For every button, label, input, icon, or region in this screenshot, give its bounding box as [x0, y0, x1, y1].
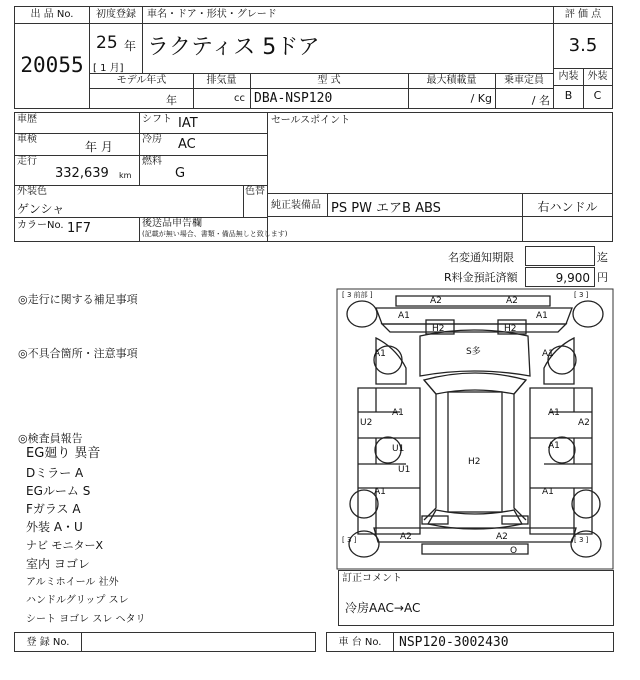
damage-mark: A2	[430, 296, 442, 306]
type-value: DBA-NSP120	[254, 91, 333, 106]
mileage-value: 332,639	[55, 166, 109, 181]
recycle-value: 9,900	[555, 271, 590, 285]
model-year-unit: 年	[166, 94, 177, 107]
damage-mark: A1	[374, 349, 386, 359]
history-label: 車歴	[17, 114, 37, 125]
deadline-unit: 迄	[597, 251, 608, 264]
equipment-label: 純正装備品	[271, 200, 321, 211]
diagram-tag: [ 3 ]	[574, 536, 589, 544]
displacement-unit: cc	[234, 93, 245, 104]
inspection-value: 年 月	[85, 140, 113, 154]
color-no-value: 1F7	[67, 221, 92, 236]
chassis-value: NSP120-3002430	[399, 635, 509, 650]
reg-year: 25	[96, 33, 118, 53]
registration-label: 登 録 No.	[26, 637, 70, 648]
grade-label: 評 価 点	[564, 9, 602, 20]
damage-mark: H2	[504, 324, 517, 334]
damage-mark: H2	[468, 457, 481, 467]
correction-label: 訂正コメント	[342, 573, 402, 584]
damage-mark: A1	[542, 349, 554, 359]
damage-mark: A1	[392, 408, 404, 418]
spec-row	[89, 73, 554, 109]
report-line: Dミラー A	[26, 466, 84, 480]
deadline-box	[525, 246, 595, 266]
report-line: 室内 ヨゴレ	[26, 557, 90, 571]
details-block	[14, 112, 288, 242]
max-load-value: / Kg	[470, 92, 492, 105]
deadline-label: 名変通知期限	[448, 251, 514, 264]
correction-value: 冷房AAC→AC	[345, 601, 421, 615]
damage-mark: U1	[398, 465, 411, 475]
damage-mark: A1	[398, 311, 410, 321]
interior-grade: B	[564, 89, 573, 102]
recycle-box	[525, 267, 595, 287]
lot-cell	[14, 6, 90, 109]
registration-cell	[89, 6, 143, 74]
handle-value: 右ハンドル	[537, 200, 598, 214]
damage-mark: A2	[578, 418, 590, 428]
damage-mark: A1	[548, 441, 560, 451]
fuel-label: 燃料	[142, 156, 162, 167]
sales-point-cell	[267, 112, 613, 194]
car-name: ラクティス 5ドア	[147, 35, 320, 60]
sales-point-label: セールスポイント	[271, 115, 351, 126]
car-name-label: 車名・ドア・形状・グレード	[147, 9, 277, 20]
damage-mark: U1	[392, 444, 405, 454]
report-line: EG廻り 異音	[26, 446, 101, 461]
damage-mark: H2	[432, 324, 445, 334]
recycle-unit: 円	[597, 271, 608, 284]
max-load-label: 最大積載量	[426, 75, 477, 86]
mileage-label: 走行	[17, 156, 37, 167]
report-line: アルミホイール 社外	[26, 577, 119, 588]
exterior-grade: C	[593, 89, 602, 102]
damage-mark: A1	[536, 311, 548, 321]
equipment-value: PS PW エアB ABS	[331, 201, 441, 216]
type-label: 型 式	[317, 75, 341, 86]
report-line: ナビ モニターX	[26, 539, 104, 552]
defects-label: ◎不具合箇所・注意事項	[18, 347, 138, 360]
displacement-label: 排気量	[206, 75, 237, 86]
driving-notes-label: ◎走行に関する補足事項	[18, 293, 138, 306]
model-year-label: モデル年式	[116, 75, 167, 86]
color-change-label: 色替	[245, 186, 265, 197]
damage-mark: U2	[360, 418, 373, 428]
report-line: 外装 A・U	[26, 520, 83, 534]
exterior-label: 外装	[587, 71, 608, 82]
reg-label: 初度登録	[96, 9, 136, 20]
overall-grade: 3.5	[568, 35, 598, 56]
report-line: シート ヨゴレ スレ ヘタリ	[26, 614, 146, 625]
lot-label: 出 品 No.	[30, 9, 74, 20]
recycle-label: R料金預託済額	[444, 271, 518, 284]
fuel-value: G	[175, 166, 186, 181]
equipment-row	[267, 193, 613, 217]
damage-mark: A1	[542, 487, 554, 497]
damage-diagram	[336, 288, 614, 570]
damage-mark: A2	[506, 296, 518, 306]
reg-month: [ 1 月]	[93, 63, 124, 74]
diagram-tag: [ 3 ]	[574, 291, 589, 299]
color-no-label: カラーNo.	[17, 220, 64, 231]
diagram-tag: [ 3 前部 ]	[342, 291, 373, 299]
mileage-unit: km	[119, 171, 132, 180]
grade-cell	[553, 6, 613, 109]
capacity-value: / 名	[531, 94, 550, 107]
interior-label: 内装	[558, 71, 579, 82]
docs-note: (記載が無い場合、書類・備品無しと致します)	[142, 230, 288, 238]
damage-mark: A2	[400, 532, 412, 542]
inspection-label: 車検	[17, 134, 37, 145]
lot-number: 20055	[20, 53, 84, 77]
damage-mark: A1	[374, 487, 386, 497]
chassis-label: 車 台 No.	[338, 637, 382, 648]
damage-mark: A1	[548, 408, 560, 418]
ext-color-label: 外装色	[17, 186, 47, 197]
report-line: Fガラス A	[26, 502, 81, 516]
inspector-label: ◎検査員報告	[18, 432, 83, 445]
capacity-label: 乗車定員	[504, 75, 544, 86]
ext-color-value: ゲンシャ	[17, 202, 65, 216]
damage-mark: O	[510, 546, 518, 556]
report-line: EGルーム S	[26, 484, 91, 498]
registration-no-cell	[14, 632, 316, 652]
reg-year-unit: 年	[124, 39, 137, 53]
chassis-no-cell	[326, 632, 614, 652]
diagram-tag: [ 3 ]	[342, 536, 357, 544]
ac-value: AC	[178, 137, 196, 152]
ac-label: 冷房	[142, 134, 162, 145]
report-line: ハンドルグリップ スレ	[26, 595, 129, 606]
shift-value: IAT	[178, 116, 198, 131]
docs-extra-cell	[267, 216, 613, 242]
correction-cell	[338, 570, 614, 626]
damage-mark: S多	[466, 347, 481, 357]
car-name-cell	[142, 6, 554, 74]
docs-label: 後送品申告欄	[142, 218, 202, 229]
shift-label: シフト	[142, 114, 172, 125]
damage-mark: A2	[496, 532, 508, 542]
